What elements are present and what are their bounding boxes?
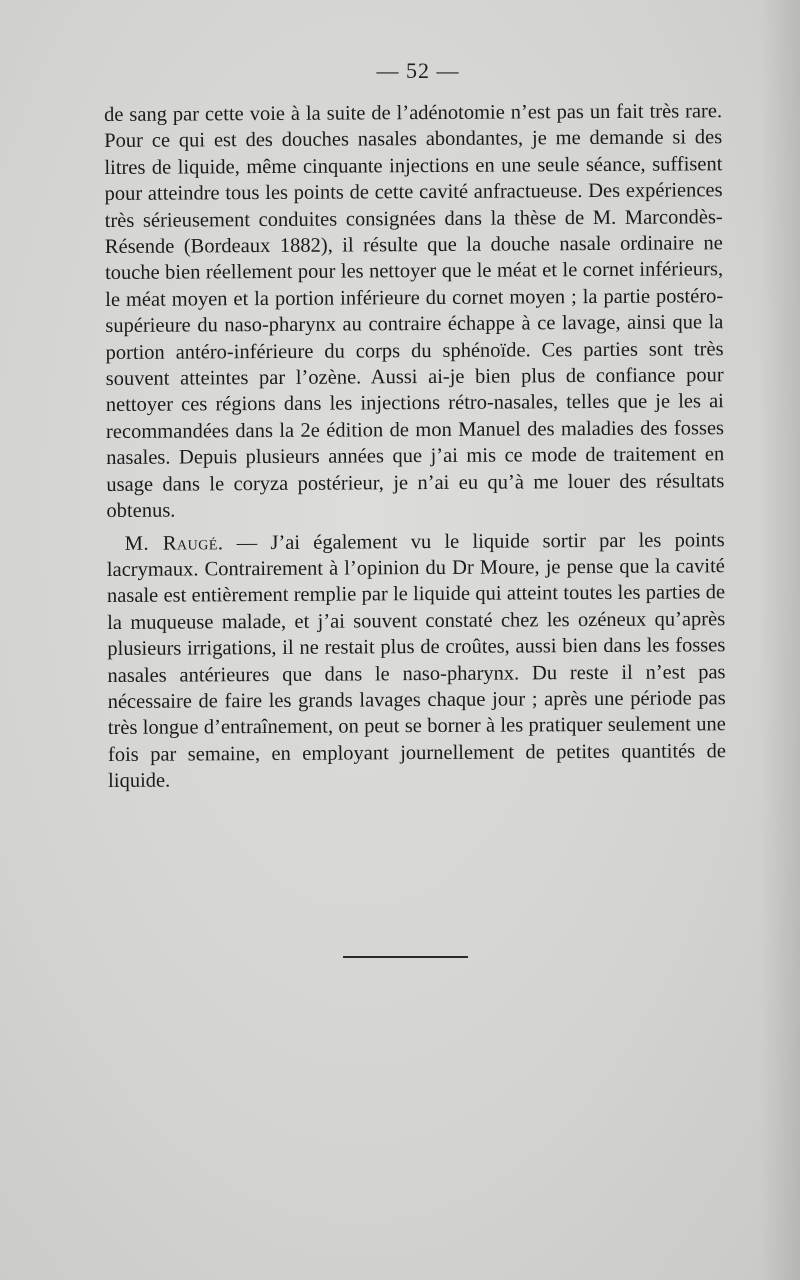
paragraph-2-text: — J’ai également vu le liquide sortir par les points lacrymaux. Contrairement à l’opinion du Dr Moure, je pense que la cavité nasale est entièrement remplie par le liquide qui atteint toutes les parties de la muqueuse malade, et j’ai souvent constaté chez les ozéneux qu’après plusieurs irrigations, il ne restait plus de croûtes, aussi bien dans les fosses nasales antérieures que dans le naso-pharynx. Du reste il n’est pas nécessaire de faire les grands lavages chaque jour ; après une période pas très longue d’entraînement, on peut se borner à les pratiquer seulement une fois par semaine, en employant journellement de petites quantités de liquide.	[106, 528, 727, 793]
speaker-name: M. Raugé.	[124, 531, 224, 555]
paragraph-1: de sang par cette voie à la suite de l’adénotomie n’est pas un fait très rare. Pour ce qui est des douches nasales abondantes, je me demande si des litres de liquide, même cinquante injections en une seule séance, suffisent pour atteindre tous les points de cette cavité anfractueuse. Des expériences très sérieusement conduites consignées dans la thèse de M. Marcondès-Résende (Bordeaux 1882), il résulte que la douche nasale ordinaire ne touche bien réellement pour les nettoyer que le méat et le cornet inférieurs, le méat moyen et la portion inférieure du cornet moyen ; la partie postéro-supérieure du naso-pharynx au contraire échappe à ce lavage, ainsi que la portion antéro-inférieure du corps du sphénoïde. Ces parties sont très souvent atteintes par l’ozène. Aussi ai-je bien plus de confiance pour nettoyer ces régions dans les injections rétro-nasales, telles que je les ai recommandées dans la 2e édition de mon Manuel des maladies des fosses nasales. Depuis plusieurs années que j’ai mis ce mode de traitement en usage dans le coryza postérieur, je n’ai eu qu’à me louer des résultats obtenus.	[104, 100, 725, 523]
end-rule	[343, 956, 468, 958]
page-number: — 52 —	[376, 58, 460, 83]
paragraph-2	[107, 527, 727, 795]
page-edge-shadow	[760, 0, 800, 1280]
body-text	[104, 98, 726, 794]
